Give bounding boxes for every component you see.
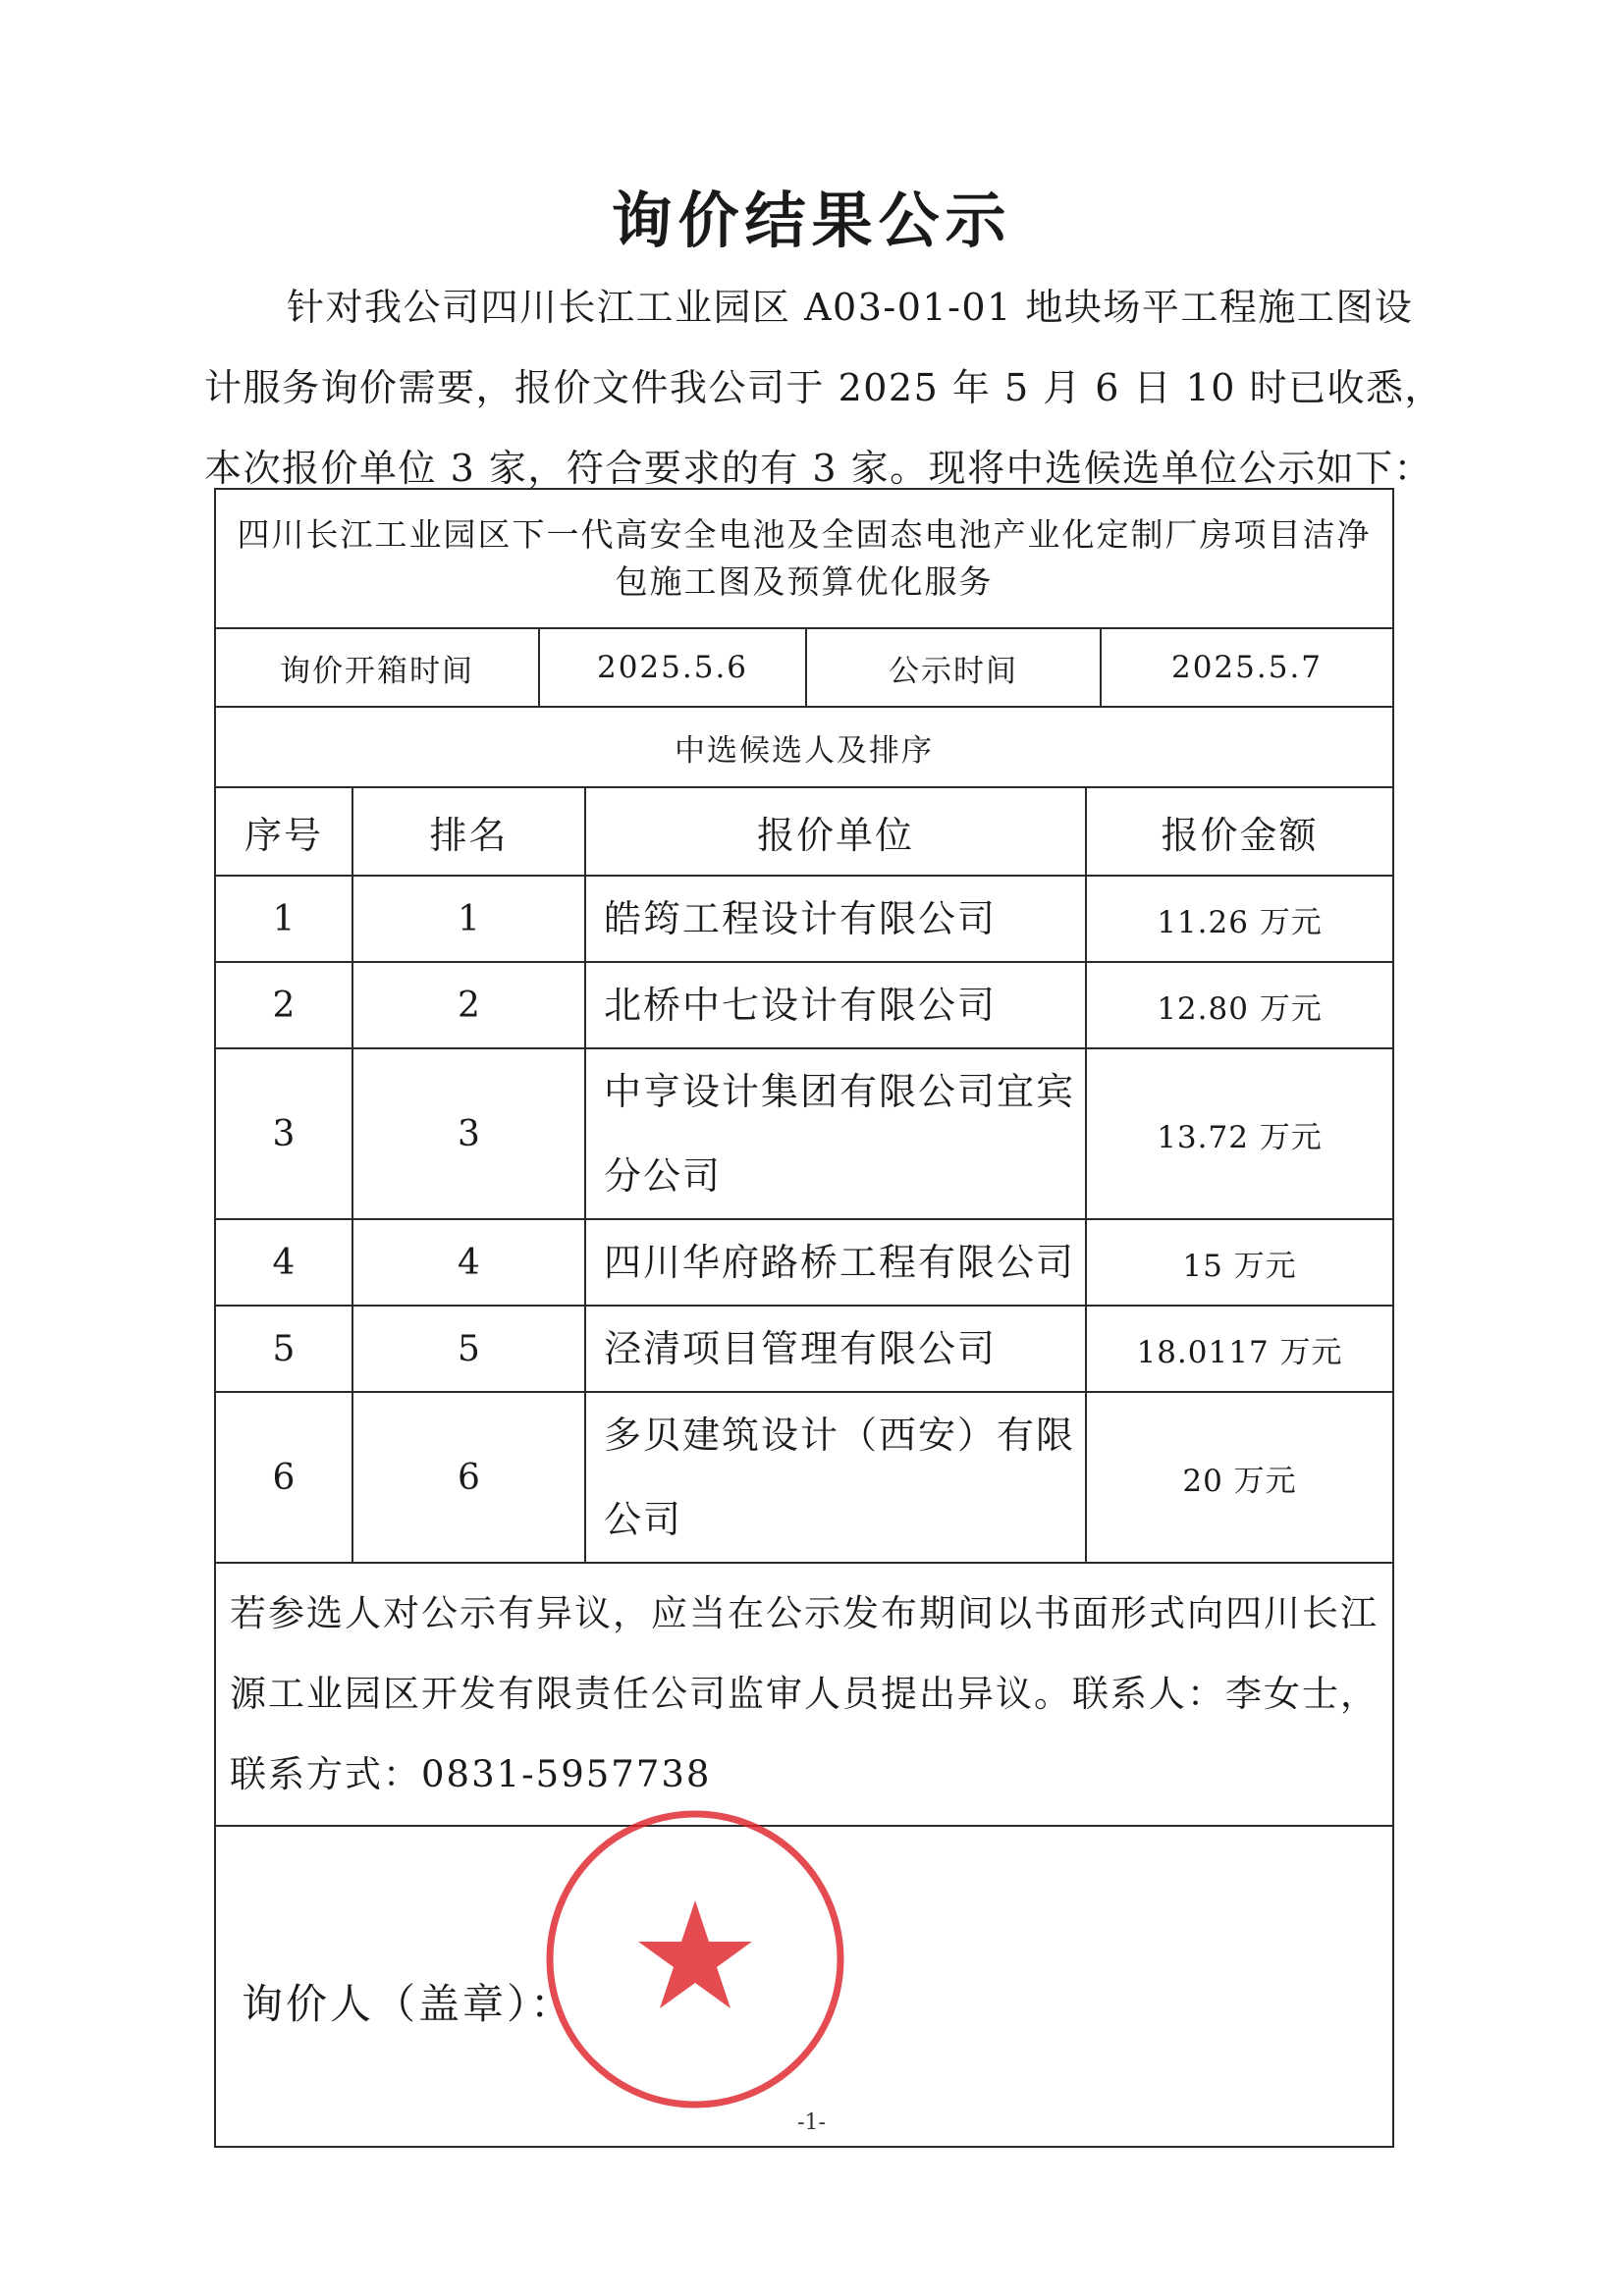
- row-no: 4: [215, 1219, 352, 1306]
- note-line: 源工业园区开发有限责任公司监审人员提出异议。联系人：李女士，: [230, 1673, 1379, 1715]
- row-rank: 5: [352, 1306, 585, 1392]
- row-amount: 12.80 万元: [1086, 962, 1393, 1048]
- row-company: 泾清项目管理有限公司: [585, 1306, 1086, 1392]
- open-time-label: 询价开箱时间: [215, 628, 539, 707]
- table-row: [215, 962, 1393, 1048]
- row-company: 北桥中七设计有限公司: [585, 962, 1086, 1048]
- project-name-cell: [215, 489, 1393, 628]
- table-row: [215, 1306, 1393, 1392]
- header-amount: 报价金额: [1086, 787, 1393, 876]
- row-no: 2: [215, 962, 352, 1048]
- intro-line: 针对我公司四川长江工业园区 A03-01-01 地块场平工程施工图设: [287, 286, 1414, 329]
- intro-paragraph: [204, 267, 1444, 508]
- row-company-line: 分公司: [604, 1154, 723, 1198]
- row-amount: 11.26 万元: [1086, 876, 1393, 962]
- inquirer-seal-label: 询价人（盖章）：: [242, 1980, 575, 2028]
- row-company: 四川华府路桥工程有限公司: [585, 1219, 1086, 1306]
- table-row: [215, 876, 1393, 962]
- intro-line: 本次报价单位 3 家，符合要求的有 3 家。现将中选候选单位公示如下：: [204, 447, 1434, 490]
- row-rank: 4: [352, 1219, 585, 1306]
- objection-note: [215, 1563, 1393, 1826]
- row-company-line: 多贝建筑设计（西安）有限: [604, 1414, 1076, 1457]
- page-number: -1-: [797, 2110, 826, 2135]
- row-company: [585, 1392, 1086, 1563]
- row-amount: 20 万元: [1086, 1392, 1393, 1563]
- meta-table: [214, 627, 1394, 708]
- row-rank: 2: [352, 962, 585, 1048]
- row-no: 3: [215, 1048, 352, 1219]
- row-company: 皓筠工程设计有限公司: [585, 876, 1086, 962]
- project-name-line: 四川长江工业园区下一代高安全电池及全固态电池产业化定制厂房项目洁净: [237, 515, 1372, 554]
- row-company-line: 中亨设计集团有限公司宜宾: [604, 1070, 1076, 1113]
- row-amount: 18.0117 万元: [1086, 1306, 1393, 1392]
- publish-time-value: 2025.5.7: [1101, 628, 1393, 707]
- row-rank: 3: [352, 1048, 585, 1219]
- publish-time-label: 公示时间: [806, 628, 1101, 707]
- table-row: [215, 1048, 1393, 1219]
- table-row: [215, 1392, 1393, 1563]
- row-no: 1: [215, 876, 352, 962]
- seal-star-icon: [638, 1900, 752, 2008]
- row-rank: 1: [352, 876, 585, 962]
- table-row: [215, 1219, 1393, 1306]
- project-name-line: 包施工图及预算优化服务: [615, 562, 994, 601]
- header-company: 报价单位: [585, 787, 1086, 876]
- header-rank: 排名: [352, 787, 585, 876]
- row-rank: 6: [352, 1392, 585, 1563]
- intro-line: 计服务询价需要，报价文件我公司于 2025 年 5 月 6 日 10 时已收悉，: [204, 366, 1444, 409]
- header-no: 序号: [215, 787, 352, 876]
- company-seal-icon: [542, 1806, 848, 2112]
- section-title: 中选候选人及排序: [215, 707, 1393, 787]
- row-company: [585, 1048, 1086, 1219]
- row-amount: 15 万元: [1086, 1219, 1393, 1306]
- row-amount: 13.72 万元: [1086, 1048, 1393, 1219]
- page-title: 询价结果公示: [611, 185, 1012, 256]
- note-line: 若参选人对公示有异议，应当在公示发布期间以书面形式向四川长江: [230, 1592, 1379, 1634]
- row-company-line: 公司: [604, 1498, 683, 1541]
- row-no: 5: [215, 1306, 352, 1392]
- note-line: 联系方式：0831-5957738: [230, 1753, 712, 1795]
- result-table: [214, 488, 1394, 629]
- row-no: 6: [215, 1392, 352, 1563]
- open-time-value: 2025.5.6: [539, 628, 806, 707]
